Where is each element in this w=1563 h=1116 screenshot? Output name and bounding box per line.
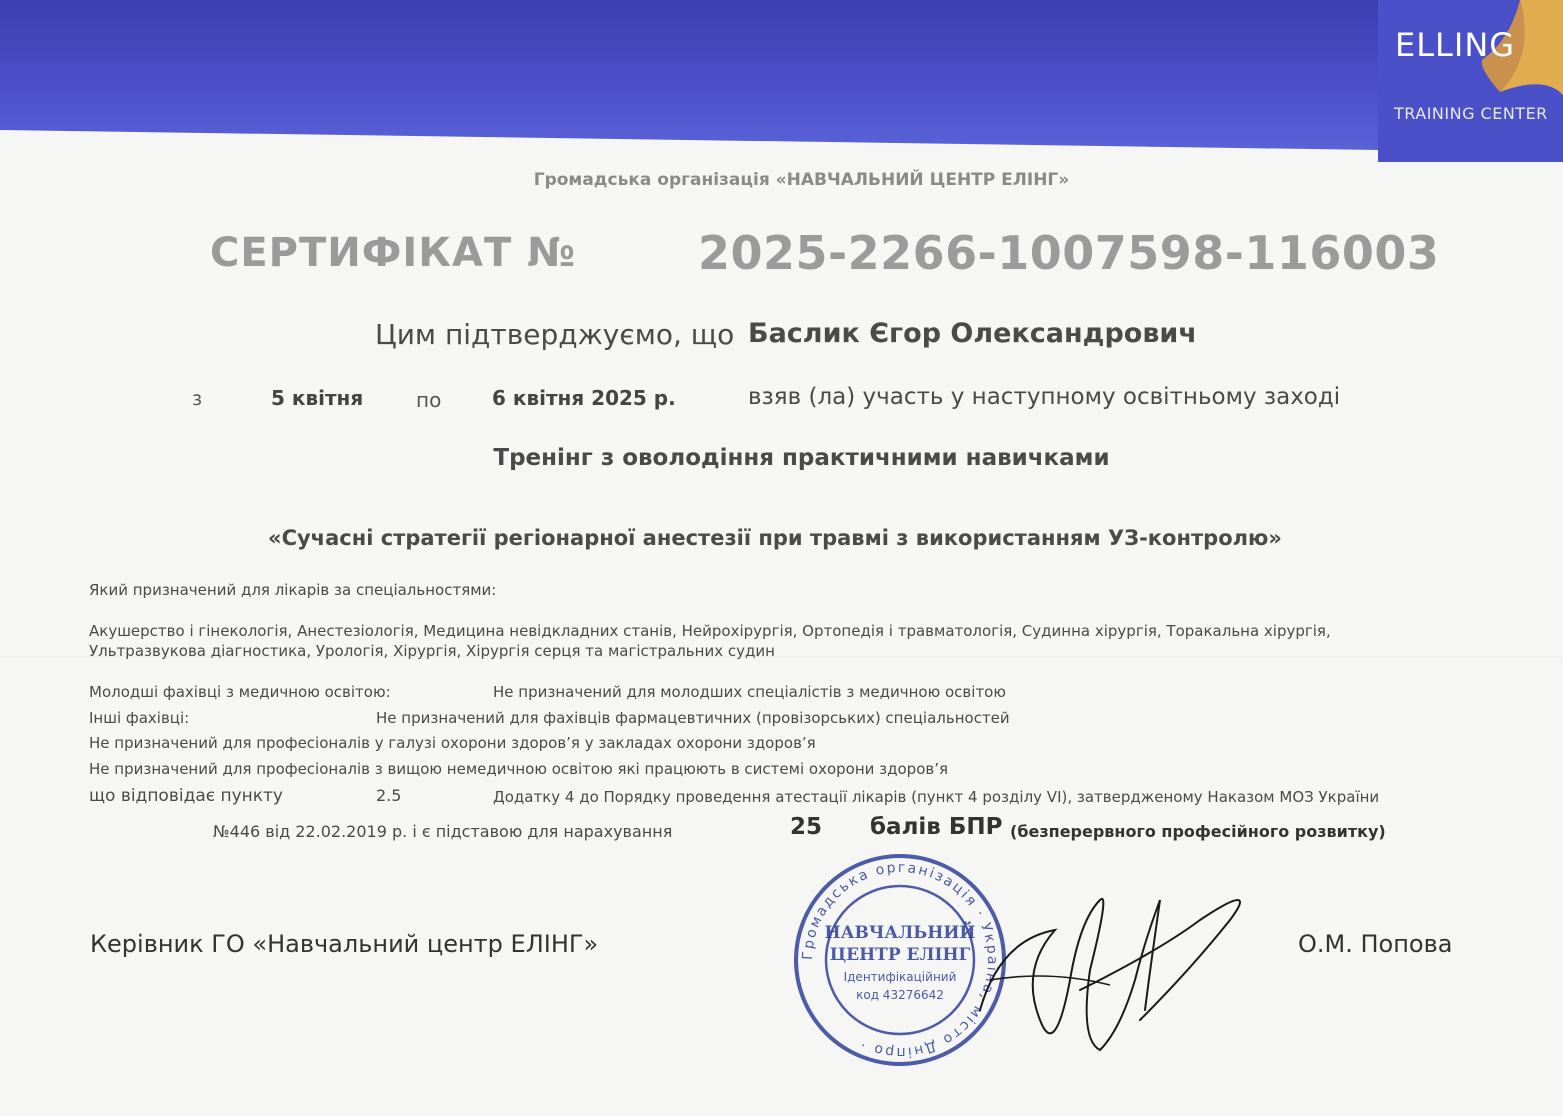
recipient-name: Баслик Єгор Олександрович [748, 318, 1197, 349]
svg-text:ЦЕНТР ЕЛІНГ: ЦЕНТР ЕЛІНГ [829, 945, 971, 965]
confirm-text: Цим підтверджуємо, що [375, 318, 735, 351]
svg-text:Громадська організація · Украї: Громадська організація · Україна, місто Дніпро · [799, 859, 1001, 1061]
to-label: по [416, 388, 442, 412]
logo-name: ELLING [1395, 26, 1516, 64]
certificate-number: 2025-2266-1007598-116003 [698, 226, 1440, 280]
cpd-points: 25 [790, 814, 823, 840]
svg-text:Ідентифікаційний: Ідентифікаційний [843, 970, 957, 984]
point-label: що відповідає пункту [89, 786, 283, 806]
signatory-name: О.М. Попова [1298, 930, 1453, 958]
others-label: Інші фахівці: [89, 709, 190, 727]
point-text: Додатку 4 до Порядку проведення атестації лікарів (пункт 4 розділу VI), затвердженому Наказом МОЗ України [493, 788, 1380, 806]
handwritten-signature-icon [960, 860, 1280, 1070]
svg-text:НАВЧАЛЬНИЙ: НАВЧАЛЬНИЙ [824, 923, 976, 943]
point-number: 2.5 [376, 786, 402, 805]
junior-value: Не призначений для молодших спеціалістів з медичною освітою [493, 683, 1006, 701]
junior-label: Молодші фахівці з медичною освітою: [89, 683, 391, 701]
specialties-line-2: Ультразвукова діагностика, Урологія, Хірургія, Хірургія серця та магістральних судин [89, 642, 775, 660]
paper-fold [0, 656, 1563, 657]
cpd-points-note: (безперервного професійного розвитку) [1010, 822, 1386, 841]
order-text: №446 від 22.02.2019 р. і є підставою для нарахування [213, 822, 673, 841]
head-label: Керівник ГО «Навчальний центр ЕЛІНГ» [90, 930, 599, 958]
from-label: з [192, 388, 203, 410]
specialties-line-1: Акушерство і гінекологія, Анестезіологія, Медицина невідкладних станів, Нейрохірургія, Ортопедія і травматологія, Судинна хірургія, Торакальна хірургія, [89, 622, 1331, 640]
organization-name: Громадська організація «НАВЧАЛЬНИЙ ЦЕНТР ЕЛІНГ» [533, 170, 1070, 190]
svg-text:код 43276642: код 43276642 [856, 988, 944, 1002]
date-to: 6 квітня 2025 р. [492, 386, 676, 410]
header-banner [0, 0, 1563, 150]
course-name: «Сучасні стратегії регіонарної анестезії при травмі з використанням УЗ-контролю» [268, 526, 1282, 550]
cpd-points-label: балів БПР [870, 814, 1003, 840]
health-professionals-line: Не призначений для професіоналів у галузі охорони здоров’я у закладах охорони здоров’я [89, 734, 816, 752]
participation-text: взяв (ла) участь у наступному освітньому заході [748, 384, 1341, 410]
specialties-label: Який призначений для лікарів за спеціальностями: [89, 581, 497, 599]
event-type: Тренінг з оволодіння практичними навичками [493, 445, 1110, 471]
certificate-title: СЕРТИФІКАТ № [210, 230, 577, 276]
date-from: 5 квітня [271, 386, 364, 410]
others-value: Не призначений для фахівців фармацевтичних (провізорських) спеціальностей [376, 709, 1010, 727]
non-medical-line: Не призначений для професіоналів з вищою немедичною освітою які працюють в системі охорони здоров’я [89, 760, 948, 778]
logo-subtitle: TRAINING CENTER [1394, 104, 1548, 123]
